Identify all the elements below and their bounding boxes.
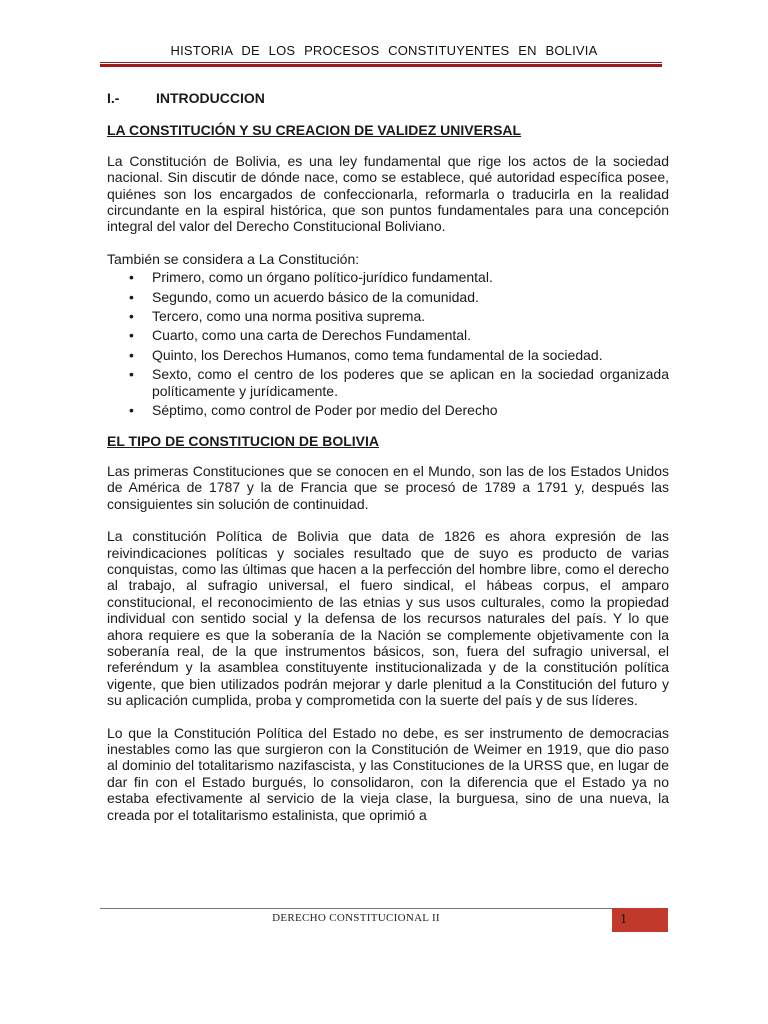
list-item: • Sexto, como el centro de los poderes que se aplican en la sociedad organizada políticamente y jurídicamente. bbox=[152, 366, 669, 399]
list-item: • Cuarto, como una carta de Derechos Fundamental. bbox=[152, 327, 669, 343]
page-number-badge bbox=[612, 908, 668, 932]
list-item: • Tercero, como una norma positiva suprema. bbox=[152, 308, 669, 324]
paragraph: Las primeras Constituciones que se conocen en el Mundo, son las de los Estados Unidos de América de 1787 y la de Francia que se procesó de 1789 a 1791 y, después las consiguientes sin solución de continuidad. bbox=[107, 462, 669, 512]
footer-text: DERECHO CONSTITUCIONAL II bbox=[272, 912, 440, 924]
list-item: • Quinto, los Derechos Humanos, como tema fundamental de la sociedad. bbox=[152, 347, 669, 363]
paragraph: La constitución Política de Bolivia que data de 1826 es ahora expresión de las reivindicaciones políticas y sociales resultado que de suyo es producto de varias conquistas, como las últimas que hacen a la perfección del hombre libre, como el derecho al trabajo, al sufragio universal, el fuero sindical, el hábeas corpus, el amparo constitucional, el reconocimiento de las etnias y sus usos culturales, como la propiedad individual con sentido social y la defensa de los recursos naturales del país. Y lo que ahora requiere es que la soberanía de la Nación se complemente objetivamente con la soberanía real, de la que instrumentos básicos, son, fuera del sufragio universal, el referéndum y la asamblea constituyente institucionalizada y de la constitución política vigente, que bien utilizados podrán mejorar y darle plenitud a la Constitución del futuro y su aplicación cumplida, proba y comprometida con la suerte del país y de sus líderes. bbox=[107, 528, 669, 709]
document-body bbox=[107, 90, 669, 839]
paragraph: Lo que la Constitución Política del Estado no debe, es ser instrumento de democracias inestables como las que surgieron con la Constitución de Weimer en 1919, que dio paso al dominio del totalitarismo nazifascista, y las Constituciones de la URSS que, en lugar de dar fin con el Estado burgués, lo consolidaron, con la diferencia que el Estado ya no estaba efectivamente al servicio de la vieja clase, la burguesa, sino de una nueva, la creada por el totalitarismo estalinista, que oprimió a bbox=[107, 724, 669, 823]
header-rule-thick bbox=[100, 64, 662, 67]
section-heading-constitucion: LA CONSTITUCIÓN Y SU CREACION DE VALIDEZ UNIVERSAL bbox=[107, 122, 522, 139]
intro-number: I.- bbox=[107, 90, 120, 106]
intro-title: INTRODUCCION bbox=[156, 90, 265, 106]
page-number: 1 bbox=[620, 912, 627, 927]
bullet-list bbox=[107, 269, 669, 418]
list-item: • Primero, como un órgano político-jurídico fundamental. bbox=[152, 269, 669, 285]
paragraph: La Constitución de Bolivia, es una ley fundamental que rige los actos de la sociedad nacional. Sin discutir de dónde nace, como se establece, qué autoridad específica posee, quiénes son los encargados de confeccionarla, reformarla o traducirla en la realidad circundante en la espiral histórica, que son puntos fundamentales para una concepción integral del valor del Derecho Constitucional Boliviano. bbox=[107, 152, 669, 235]
list-item: • Séptimo, como control de Poder por medio del Derecho bbox=[152, 402, 669, 418]
list-lead: También se considera a La Constitución: bbox=[107, 250, 360, 267]
intro-heading bbox=[107, 90, 669, 106]
running-header-title: HISTORIA DE LOS PROCESOS CONSTITUYENTES EN BOLIVIA bbox=[170, 43, 598, 58]
footer-rule bbox=[100, 908, 612, 909]
section-heading-tipo: EL TIPO DE CONSTITUCION DE BOLIVIA bbox=[107, 432, 379, 449]
header-rule-thin bbox=[100, 62, 662, 63]
list-item: • Segundo, como un acuerdo básico de la comunidad. bbox=[152, 289, 669, 305]
